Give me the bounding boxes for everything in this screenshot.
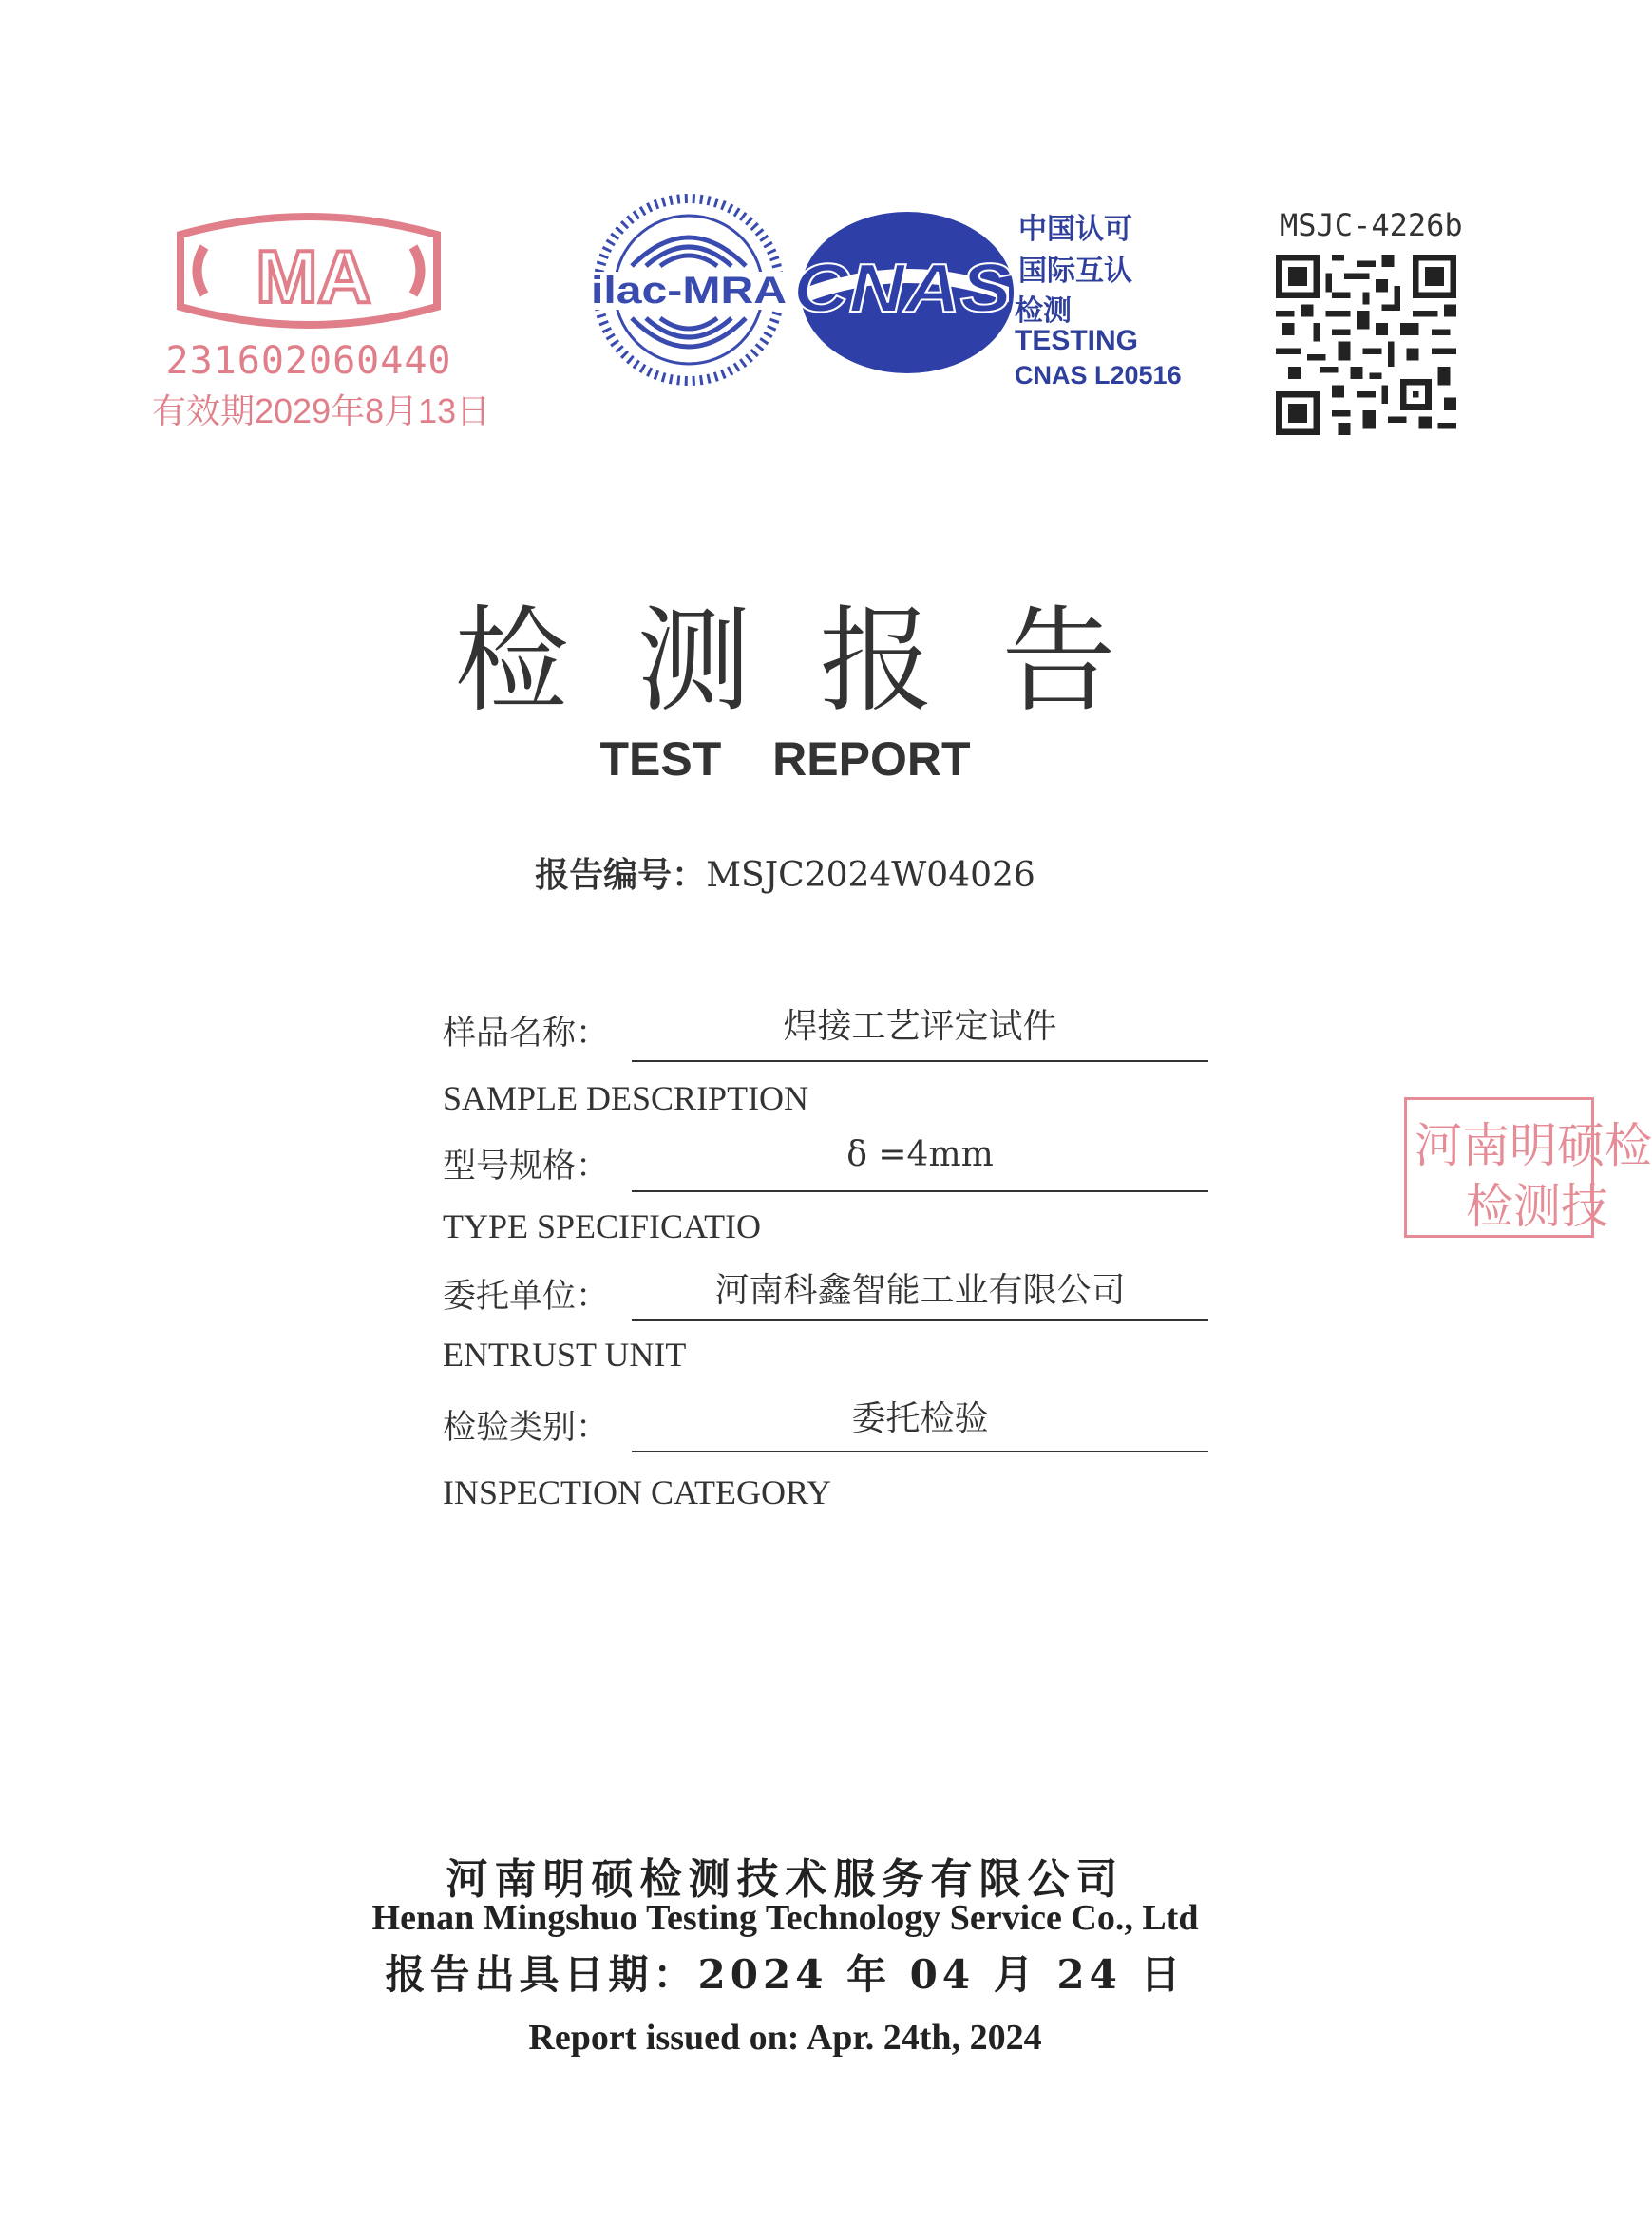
issue-date-en: Report issued on: Apr. 24th, 2024 <box>528 2018 1042 2058</box>
cma-validity: 有效期2029年8月13日 <box>152 391 491 430</box>
document-code: MSJC-4226b <box>1280 207 1463 243</box>
report-number-value: MSJC2024W04026 <box>706 856 1035 895</box>
ilac-mra-logo <box>589 190 788 389</box>
cma-mark <box>152 204 491 442</box>
field-underline <box>632 1190 1208 1192</box>
field-label-en-category: INSPECTION CATEGORY <box>443 1473 832 1511</box>
field-label-en-sample: SAMPLE DESCRIPTION <box>443 1079 809 1117</box>
field-value-sample: 焊接工艺评定试件 <box>783 1007 1057 1046</box>
cnas-testing: TESTING <box>1015 325 1139 356</box>
stamp-line2: 检测技 <box>1466 1179 1608 1234</box>
field-underline <box>632 1060 1208 1062</box>
report-title-cn: 检测报告 <box>454 596 1185 728</box>
cma-logo <box>152 204 465 337</box>
report-number-label: 报告编号： <box>535 856 707 895</box>
stamp-line1: 河南明硕检 <box>1415 1118 1652 1173</box>
cnas-text-line3: 检测 <box>1015 294 1072 328</box>
cnas-logo-text: CNAS <box>793 251 1012 327</box>
ilac-logo-text: ilac-MRA <box>591 270 787 312</box>
qr-code-icon <box>1276 255 1456 435</box>
field-value-entrust: 河南科鑫智能工业有限公司 <box>714 1271 1126 1310</box>
report-title-en: TEST REPORT <box>599 732 971 786</box>
cma-logo-text: MA <box>256 235 371 318</box>
field-value-category: 委托检验 <box>851 1399 989 1438</box>
company-name-en: Henan Mingshuo Testing Technology Service Co., Ltd <box>371 1898 1199 1938</box>
field-value-type: δ =4mm <box>846 1135 994 1174</box>
cma-number: 231602060440 <box>165 339 452 383</box>
company-name-cn: 河南明硕检测技术服务有限公司 <box>446 1855 1125 1904</box>
cnas-code: CNAS L20516 <box>1015 361 1182 389</box>
field-label-en-type: TYPE SPECIFICATIO <box>443 1207 762 1245</box>
cnas-text-line2: 国际互认 <box>1018 255 1132 288</box>
cnas-text-line1: 中国认可 <box>1018 213 1132 246</box>
field-underline <box>632 1319 1208 1321</box>
field-label-sample: 样品名称： <box>443 1015 610 1053</box>
field-label-entrust: 委托单位： <box>443 1278 610 1316</box>
field-label-type: 型号规格： <box>443 1148 610 1186</box>
report-number <box>0 848 1570 897</box>
cnas-logo <box>788 207 1016 378</box>
field-label-category: 检验类别： <box>443 1409 610 1447</box>
field-label-en-entrust: ENTRUST UNIT <box>443 1336 687 1374</box>
field-underline <box>632 1451 1208 1452</box>
company-stamp <box>1404 1097 1652 1238</box>
issue-date-cn: 报告出具日期：2024 年 04 月 24 日 <box>385 1951 1186 1998</box>
